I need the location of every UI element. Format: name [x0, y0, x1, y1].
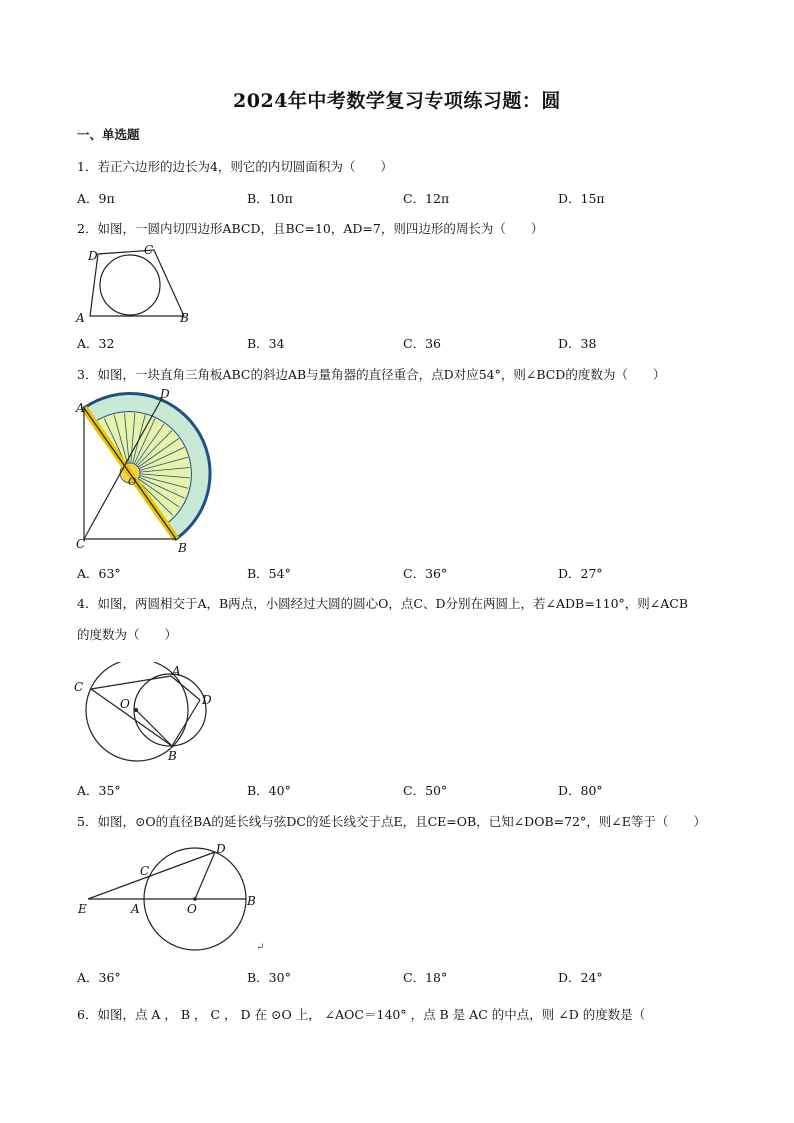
- label-b: B: [178, 541, 187, 555]
- label-o: O: [187, 902, 197, 916]
- label-c: C: [74, 680, 84, 694]
- label-e: E: [78, 902, 87, 916]
- option-b: B．34: [247, 336, 285, 351]
- option-c: C．36: [403, 336, 441, 351]
- label-c: C: [76, 537, 86, 551]
- label-d: D: [160, 387, 170, 401]
- question-2-stem: 2．如图，一圆内切四边形ABCD，且BC=10，AD=7，则四边形的周长为（ ）: [77, 221, 544, 236]
- option-d: D．15π: [558, 191, 605, 206]
- question-4-stem-line2: 的度数为（ ）: [77, 627, 178, 642]
- question-4-stem-line1: 4．如图，两圆相交于A，B两点，小圆经过大圆的圆心O，点C、D分别在两圆上，若∠ADB=110°，则∠ACB: [77, 596, 689, 611]
- option-d: D．27°: [558, 566, 603, 581]
- option-b: B．30°: [247, 970, 291, 985]
- option-a: A．9π: [77, 191, 115, 206]
- label-d: D: [202, 693, 212, 707]
- label-c: C: [144, 243, 154, 257]
- question-3-figure: [74, 386, 224, 558]
- label-c: C: [140, 864, 150, 878]
- option-b: B．54°: [247, 566, 291, 581]
- question-5-figure: [74, 838, 274, 958]
- label-o: O: [120, 697, 130, 711]
- return-mark: ↵: [256, 942, 265, 953]
- label-d: D: [88, 249, 98, 263]
- label-a: A: [76, 311, 85, 325]
- question-3-stem: 3．如图，一块直角三角板ABC的斜边AB与量角器的直径重合，点D对应54°，则∠BCD的度数为（ ）: [77, 367, 666, 382]
- protractor: [84, 393, 210, 539]
- label-b: B: [247, 894, 256, 908]
- label-b: B: [168, 749, 177, 763]
- option-b: B．10π: [247, 191, 293, 206]
- option-c: C．12π: [403, 191, 450, 206]
- option-a: A．63°: [77, 566, 121, 581]
- option-d: D．38: [558, 336, 597, 351]
- question-4-figure: [72, 662, 222, 766]
- page-title: 2024年中考数学复习专项练习题：圆: [233, 90, 561, 112]
- option-c: C．18°: [403, 970, 448, 985]
- section-heading: 一、单选题: [77, 127, 140, 142]
- option-d: D．80°: [558, 783, 603, 798]
- option-a: A．32: [77, 336, 115, 351]
- option-c: C．36°: [403, 566, 448, 581]
- option-c: C．50°: [403, 783, 448, 798]
- question-6-stem: 6．如图，点 A ， B ， C ， D 在 ⊙O 上， ∠AOC＝140° ，点 B 是 AC 的中点，则 ∠D 的度数是（: [77, 1007, 646, 1022]
- question-1-stem: 1．若正六边形的边长为4，则它的内切圆面积为（ ）: [77, 159, 393, 174]
- label-b: B: [180, 311, 189, 325]
- label-o: O: [128, 477, 137, 488]
- option-b: B．40°: [247, 783, 291, 798]
- label-a: A: [131, 902, 140, 916]
- option-a: A．36°: [77, 970, 121, 985]
- option-a: A．35°: [77, 783, 121, 798]
- question-2-figure: [74, 240, 194, 326]
- label-d: D: [216, 842, 226, 856]
- label-a: A: [172, 664, 181, 678]
- label-a: A: [76, 401, 85, 415]
- question-5-stem: 5．如图，⊙O的直径BA的延长线与弦DC的延长线交于点E，且CE=OB，已知∠DOB=72°，则∠E等于（ ）: [77, 814, 706, 829]
- option-d: D．24°: [558, 970, 603, 985]
